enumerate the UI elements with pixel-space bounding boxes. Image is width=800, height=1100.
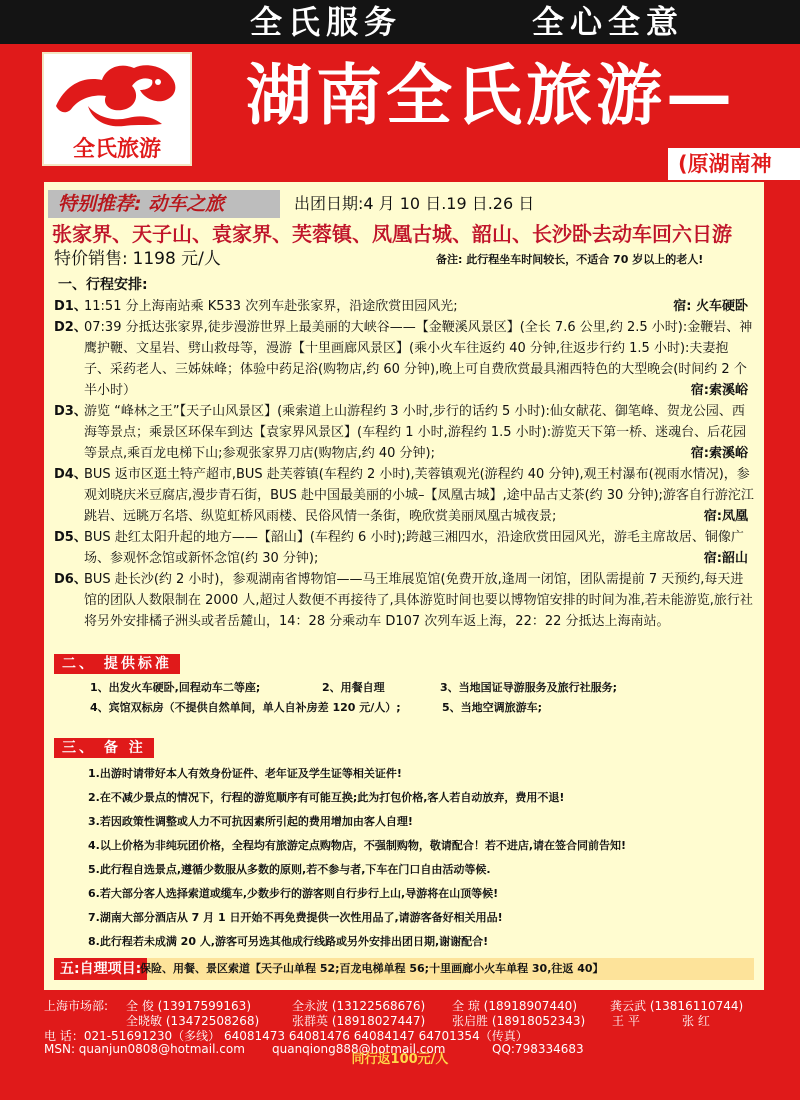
contact-entry xyxy=(126,1013,259,1029)
contact-name: 全 俊 xyxy=(126,999,154,1013)
contact-name: 全 琼 xyxy=(452,999,480,1013)
day-label: D5、 xyxy=(54,530,87,545)
telephone-line: 电 话：021-51691230（多线） 64081473 64081476 64084147 64701354（传真） xyxy=(44,1029,528,1043)
day-label: D3、 xyxy=(54,404,87,419)
day-item xyxy=(54,296,754,317)
contact-entry xyxy=(126,998,251,1014)
age-note: 备注: 此行程坐车时间较长，不适合 70 岁以上的老人! xyxy=(436,253,704,266)
remark-item: 3.若因政策性调整或人力不可抗因素所引起的费用增加由客人自理! xyxy=(88,815,413,828)
contact-entry xyxy=(292,998,425,1014)
slogan-right: 全心全意 xyxy=(532,3,685,41)
day-text: 11:51 分上海南站乘 K533 次列车赴张家界，沿途欣赏田园风光; xyxy=(84,299,458,314)
contact-name: 张群英 xyxy=(292,1014,329,1028)
brand-title: 湖南全氏旅游— xyxy=(246,57,736,134)
remarks-heading: 三、 备 注 xyxy=(54,738,154,758)
contact-entry xyxy=(452,1013,585,1029)
contact-name: 全晓敏 xyxy=(126,1014,163,1028)
contact-phone: (18918907440) xyxy=(483,999,578,1013)
remark-item: 1.出游时请带好本人有效身份证件、老年证及学生证等相关证件! xyxy=(88,767,402,780)
standards-heading: 二、 提供标准 xyxy=(54,654,180,674)
contact-name: 龚云武 xyxy=(610,999,647,1013)
day-item xyxy=(54,527,754,569)
day-text: 游览 “峰林之王”【天子山风景区】(乘索道上山游程约 3 小时,步行的话约 5 小时):仙女献花、御笔峰、贺龙公园、西海等景点；乘景区环保车到达【袁家界风景区】(车程约 1 小时,游程约 1.5 小时):游览天下第一桥、迷魂台、后花园等景点,乘百龙电梯下山;参观张家界刀店(购物店,约 40 分钟); xyxy=(84,404,747,461)
self-pay-heading: 五:自理项目: xyxy=(54,958,147,980)
day-item xyxy=(54,401,754,464)
contact-entry xyxy=(610,998,743,1014)
market-label: 上海市场部: xyxy=(44,999,109,1013)
self-pay-text: 保险、用餐、景区索道【天子山单程 52;百龙电梯单程 56;十里画廊小火车单程 30,往返 40】 xyxy=(140,962,604,975)
price-label: 特价销售: xyxy=(54,249,128,269)
day-label: D1、 xyxy=(54,299,87,314)
day-label: D4、 xyxy=(54,467,87,482)
remark-item: 2.在不减少景点的情况下，行程的游览顺序有可能互换;此为打包价格,客人若自动放弃，费用不退! xyxy=(88,791,565,804)
day-item xyxy=(54,317,754,401)
day-text: BUS 赴红太阳升起的地方——【韶山】(车程约 6 小时);跨越三湘四水，沿途欣赏田园风光，游毛主席故居、铜像广场、参观怀念馆或新怀念馆(约 30 分钟); xyxy=(84,530,744,566)
remark-item: 6.若大部分客人选择索道或缆车,少数步行的游客则自行步行上山,导游将在山顶等候! xyxy=(88,887,499,900)
standard-item: 4、宾馆双标房（不提供自然单间，单人自补房差 120 元/人）; xyxy=(90,701,401,714)
itinerary-panel xyxy=(44,182,764,990)
departure-dates: 出团日期:4 月 10 日.19 日.26 日 xyxy=(294,194,535,213)
remark-item: 4.以上价格为非纯玩团价格，全程均有旅游定点购物店，不强制购物，敬请配合！若不进店,请在签合同前告知! xyxy=(88,839,627,852)
day-text: BUS 返市区逛土特产超市,BUS 赴芙蓉镇(车程约 2 小时),芙蓉镇观光(游程约 40 分钟),观王村瀑布(视雨水情况)，参观刘晓庆米豆腐店,漫步青石街，BUS 赴中国最美丽的小城–【凤凰古城】,途中品古丈茶(约 30 分钟);游客自行游沱江跳岩、远眺万名塔、纵览虹桥风雨楼、民俗风情一条街，晚欣赏美丽凤凰古城夜景; xyxy=(84,467,754,524)
top-banner xyxy=(0,0,800,44)
company-logo xyxy=(42,52,192,166)
route-title: 张家界、天子山、袁家界、芙蓉镇、凤凰古城、韶山、长沙卧去动车回六日游 xyxy=(52,222,732,246)
brand-subtitle: (原湖南神 xyxy=(668,148,800,180)
contact-phone: (13917599163) xyxy=(157,999,252,1013)
day-stay: 宿:凤凰 xyxy=(703,509,748,524)
day-stay: 宿: 火车硬卧 xyxy=(673,299,748,314)
msn-primary: MSN: quanjun0808@hotmail.com xyxy=(44,1042,245,1056)
msn-secondary: quanqiong888@hotmail.com xyxy=(272,1042,446,1056)
peer-rebate: 同行返100元/人 xyxy=(351,1052,449,1067)
day-text: BUS 赴长沙(约 2 小时)，参观湖南省博物馆——马王堆展览馆(免费开放,逢周一闭馆，团队需提前 7 天预约,每天进馆的团队人数限制在 2000 人,超过人数便不再接待了,具体游览时间也要以博物馆安排的时间为准,若未能游览,旅行社将另外安排橘子洲头或者岳麓山，14：28 分乘动车 D107 次列车返上海，22：22 分抵达上海南站。 xyxy=(84,572,753,629)
logo-text: 全氏旅游 xyxy=(72,137,161,162)
contact-phone: (13816110744) xyxy=(649,999,744,1013)
remark-item: 8.此行程若未成满 20 人,游客可另选其他成行线路或另外安排出团日期,谢谢配合! xyxy=(88,935,489,948)
day-label: D2、 xyxy=(54,320,87,335)
day-stay: 宿:索溪峪 xyxy=(690,383,748,398)
contact-name: 张启胜 xyxy=(452,1014,489,1028)
contact-name: 王 平 xyxy=(612,1014,640,1028)
standard-item: 2、用餐自理 xyxy=(322,681,385,694)
contact-name: 全永波 xyxy=(292,999,329,1013)
standard-item: 3、当地国证导游服务及旅行社服务; xyxy=(440,681,618,694)
recommend-tag: 特别推荐: 动车之旅 xyxy=(48,190,280,218)
self-pay-section xyxy=(54,958,754,980)
contact-name: 张 红 xyxy=(682,1014,710,1028)
contact-phone: (18918052343) xyxy=(491,1014,586,1028)
day-item xyxy=(54,464,754,527)
standard-item: 1、出发火车硬卧,回程动车二等座; xyxy=(90,681,261,694)
contact-entry xyxy=(452,998,577,1014)
day-text: 07:39 分抵达张家界,徒步漫游世界上最美丽的大峡谷——【金鞭溪风景区】(全长 7.6 公里,约 2.5 小时):金鞭岩、神鹰护鞭、文星岩、劈山救母等，漫游【十里画廊风景区】(乘小火车往返约 40 分钟,往返步行约 1.5 小时):夫妻抱子、采药老人、三姊妹峰；体验中药足浴(购物店,约 60 分钟),晚上可自费欣赏最具湘西特色的大型晚会(时间约 2 个半小时） xyxy=(84,320,753,398)
contact-phone: (13472508268) xyxy=(165,1014,260,1028)
contact-phone: (18918027447) xyxy=(331,1014,426,1028)
day-list xyxy=(54,296,754,632)
price-value: 1198 元/人 xyxy=(132,249,221,269)
contact-phone: (13122568676) xyxy=(331,999,426,1013)
qq-number: QQ:798334683 xyxy=(492,1042,584,1056)
standard-item: 5、当地空调旅游车; xyxy=(442,701,543,714)
contact-entry xyxy=(682,1013,710,1029)
special-price xyxy=(54,248,221,270)
contact-entry xyxy=(612,1013,640,1029)
day-stay: 宿:索溪峪 xyxy=(690,446,748,461)
day-item xyxy=(54,569,754,632)
remark-item: 7.湖南大部分酒店从 7 月 1 日开始不再免费提供一次性用品了,请游客备好相关用品! xyxy=(88,911,503,924)
itinerary-heading: 一、行程安排: xyxy=(58,277,148,293)
dragon-logo-icon xyxy=(44,54,190,134)
day-stay: 宿:韶山 xyxy=(703,551,748,566)
slogan-left: 全氏服务 xyxy=(250,3,403,41)
contact-entry xyxy=(292,1013,425,1029)
remark-item: 5.此行程自选景点,遵循少数服从多数的原则,若不参与者,下车在门口自由活动等候. xyxy=(88,863,491,876)
day-label: D6、 xyxy=(54,572,87,587)
